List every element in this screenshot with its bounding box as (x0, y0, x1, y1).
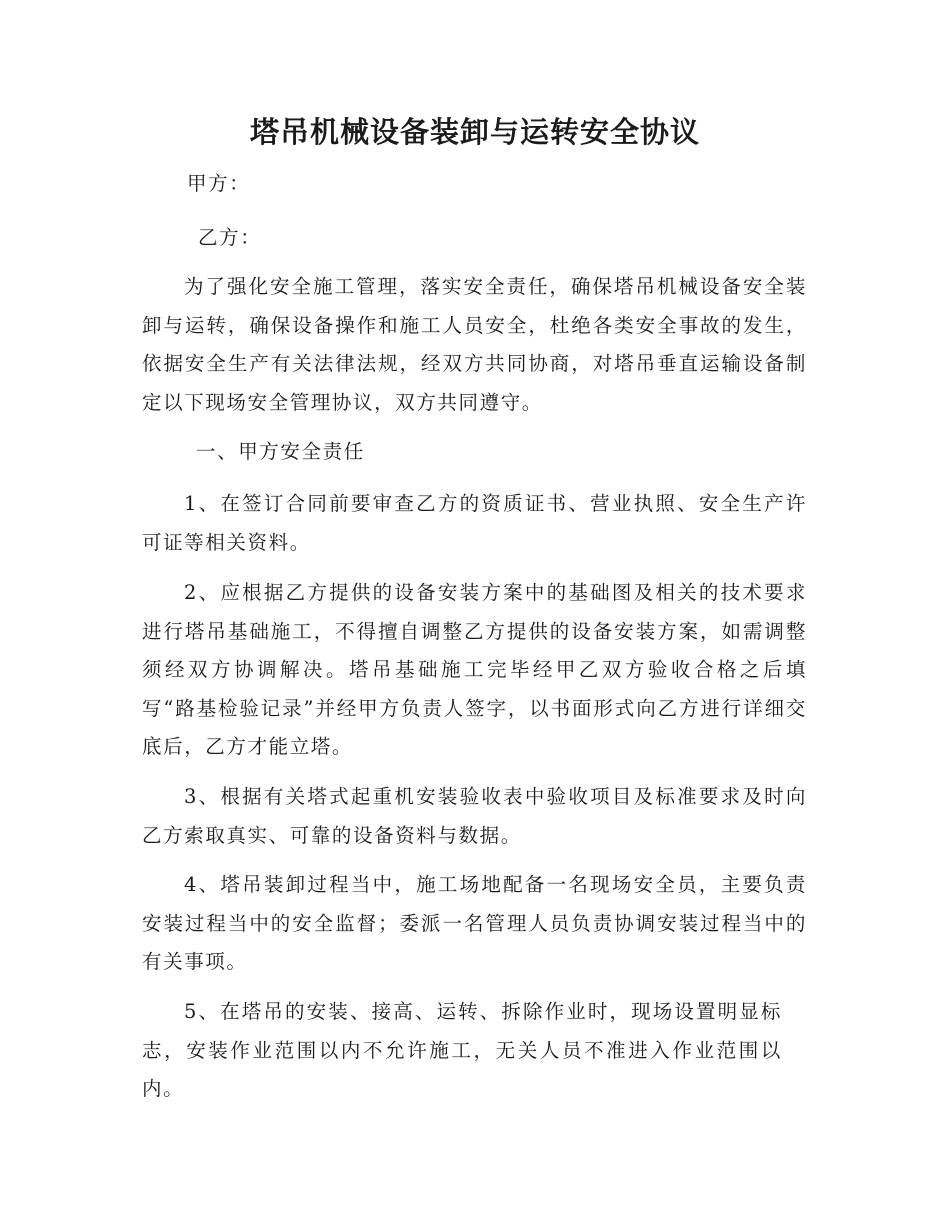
intro-paragraph: 为了强化安全施工管理，落实安全责任，确保塔吊机械设备安全装卸与运转，确保设备操作和施工人员安全，杜绝各类安全事故的发生，依据安全生产有关法律法规，经双方共同协商，对塔吊垂直运输设备制定以下现场安全管理协议，双方共同遵守。 (142, 275, 807, 414)
clause-4: 4、塔吊装卸过程当中，施工场地配备一名现场安全员，主要负责安装过程当中的安全监督；委派一名管理人员负责协调安装过程当中的有关事项。 (142, 873, 807, 973)
clause-5: 5、在塔吊的安装、接高、运转、拆除作业时，现场设置明显标志，安装作业范围以内不允许施工，无关人员不准进入作业范围以内。 (142, 1000, 782, 1100)
document-title: 塔吊机械设备装卸与运转安全协议 (249, 115, 700, 149)
section-heading-party-a-responsibilities: 一、甲方安全责任 (196, 440, 365, 463)
clause-2: 2、应根据乙方提供的设备安装方案中的基础图及相关的技术要求进行塔吊基础施工，不得擅自调整乙方提供的设备安装方案，如需调整须经双方协调解决。塔吊基础施工完毕经甲乙双方验收合格之后填写“路基检验记录”并经甲方负责人签字，以书面形式向乙方进行详细交底后，乙方才能立塔。 (142, 581, 807, 758)
party-b-label: 乙方： (198, 226, 262, 249)
clause-3: 3、根据有关塔式起重机安装验收表中验收项目及标准要求及时向乙方索取真实、可靠的设备资料与数据。 (142, 785, 807, 847)
clause-1: 1、在签订合同前要审查乙方的资质证书、营业执照、安全生产许可证等相关资料。 (142, 492, 807, 554)
party-a-label: 甲方： (187, 172, 251, 195)
